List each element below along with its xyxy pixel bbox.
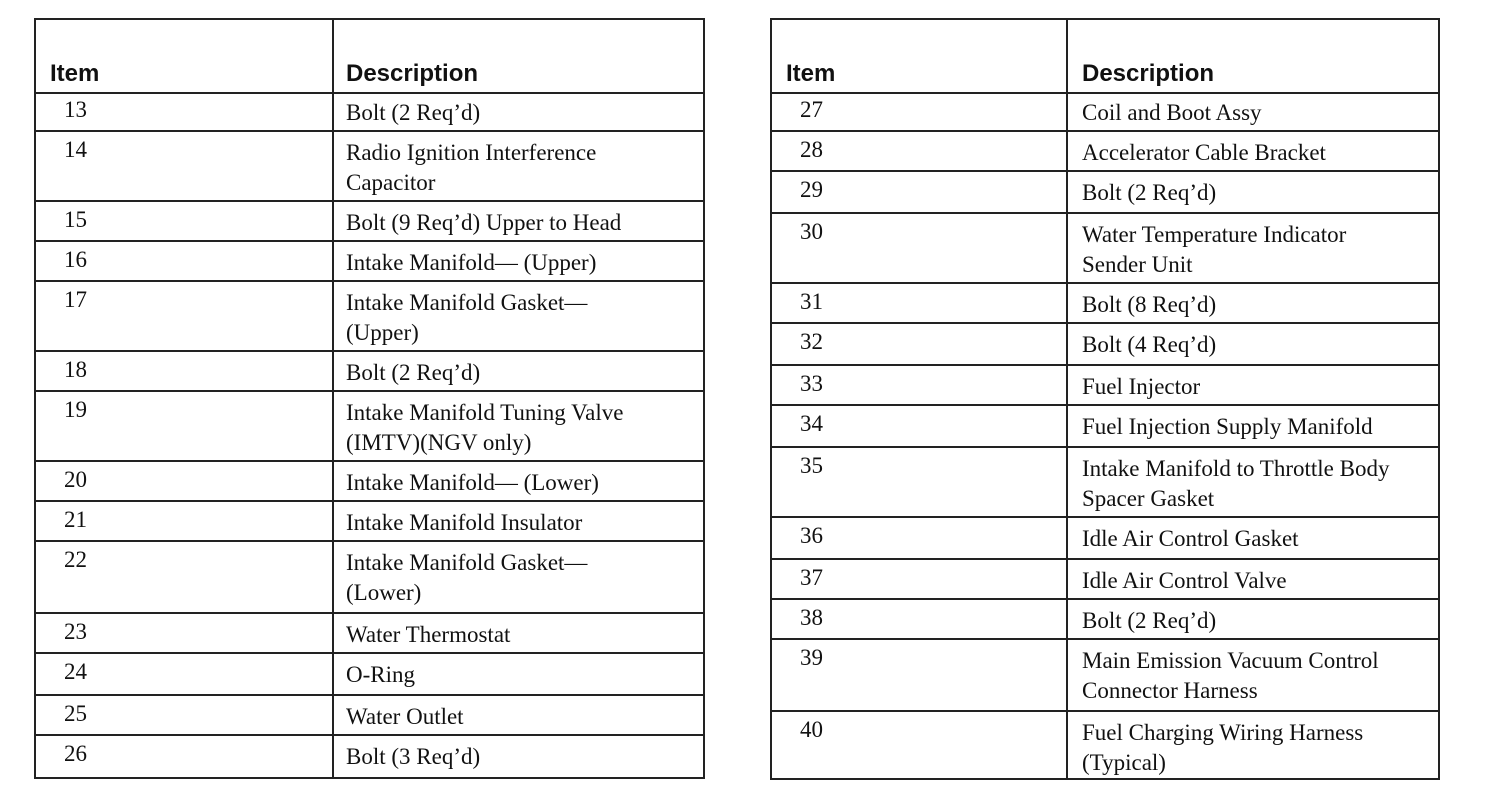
table-row [772, 518, 1438, 560]
item-number: 20 [64, 467, 87, 492]
item-number: 13 [64, 97, 87, 122]
item-description: Radio Ignition Interference Capacitor [346, 140, 597, 195]
table-row [36, 462, 703, 502]
item-description: Idle Air Control Gasket [1082, 526, 1299, 551]
item-number: 19 [64, 397, 87, 422]
item-description: Main Emission Vacuum Control Connector Harness [1082, 648, 1379, 703]
item-number: 36 [800, 523, 823, 548]
table-row [772, 92, 1438, 132]
item-number: 25 [64, 701, 87, 726]
item-number: 34 [800, 411, 823, 436]
table-row [36, 282, 703, 352]
item-number: 35 [800, 453, 823, 478]
item-description: Intake Manifold Gasket—(Lower) [346, 550, 588, 605]
table-row [772, 324, 1438, 366]
item-number: 23 [64, 619, 87, 644]
item-description: Intake Manifold— (Lower) [346, 470, 599, 495]
item-description: Accelerator Cable Bracket [1082, 140, 1326, 165]
item-description: Water Outlet [346, 704, 464, 729]
item-description: Bolt (9 Req’d) Upper to Head [346, 210, 622, 235]
item-number: 37 [800, 565, 823, 590]
table-header [772, 20, 1438, 94]
item-description: Bolt (4 Req’d) [1082, 332, 1217, 357]
item-number: 26 [64, 741, 87, 766]
table-row [36, 132, 703, 202]
item-number: 31 [800, 289, 823, 314]
item-description: Idle Air Control Valve [1082, 568, 1287, 593]
item-number: 29 [800, 177, 823, 202]
table-row [772, 600, 1438, 640]
table-row [772, 406, 1438, 448]
table-row [772, 366, 1438, 406]
item-number: 24 [64, 659, 87, 684]
item-number: 16 [64, 247, 87, 272]
item-number: 33 [800, 371, 823, 396]
table-row [772, 214, 1438, 284]
table-row [772, 284, 1438, 324]
table-row [36, 502, 703, 542]
item-description: Fuel Injection Supply Manifold [1082, 414, 1373, 439]
item-description: Fuel Injector [1082, 374, 1201, 399]
table-row [36, 654, 703, 696]
table-row [36, 614, 703, 654]
table-row [36, 92, 703, 132]
table-row [772, 448, 1438, 518]
item-number: 38 [800, 605, 823, 630]
item-description: Bolt (8 Req’d) [1082, 292, 1217, 317]
item-description: Water Thermostat [346, 622, 511, 647]
item-description: Intake Manifold Gasket—(Upper) [346, 290, 588, 345]
item-number: 15 [64, 207, 87, 232]
item-description: Bolt (2 Req’d) [346, 100, 481, 125]
table-row [36, 736, 703, 777]
item-number: 32 [800, 329, 823, 354]
item-description: O-Ring [346, 662, 415, 687]
item-description: Fuel Charging Wiring Harness (Typical) [1082, 720, 1364, 775]
table-row [36, 352, 703, 392]
header-description: Description [1082, 60, 1215, 87]
table-row [772, 132, 1438, 172]
table-header [36, 20, 703, 94]
item-number: 22 [64, 547, 87, 572]
item-description: Coil and Boot Assy [1082, 100, 1262, 125]
table-row [36, 242, 703, 282]
table-row [36, 202, 703, 242]
item-description: Intake Manifold Tuning Valve (IMTV)(NGV only) [346, 400, 624, 455]
item-number: 14 [64, 137, 87, 162]
parts-table-left [34, 18, 705, 779]
item-number: 39 [800, 645, 823, 670]
table-row [772, 560, 1438, 600]
item-description: Bolt (3 Req’d) [346, 744, 481, 769]
item-number: 28 [800, 137, 823, 162]
parts-table-right [770, 18, 1440, 780]
item-number: 18 [64, 357, 87, 382]
header-item: Item [786, 60, 836, 87]
item-number: 27 [800, 97, 823, 122]
table-row [36, 542, 703, 614]
item-number: 21 [64, 507, 87, 532]
item-description: Bolt (2 Req’d) [346, 360, 481, 385]
item-description: Water Temperature Indicator Sender Unit [1082, 222, 1347, 277]
item-number: 30 [800, 219, 823, 244]
header-description: Description [346, 60, 479, 87]
item-number: 40 [800, 717, 823, 742]
item-description: Intake Manifold Insulator [346, 510, 583, 535]
item-description: Bolt (2 Req’d) [1082, 180, 1217, 205]
table-row [36, 392, 703, 462]
header-item: Item [50, 60, 100, 87]
table-row [772, 640, 1438, 712]
table-row [772, 712, 1438, 778]
item-number: 17 [64, 287, 87, 312]
table-row [772, 172, 1438, 214]
table-row [36, 696, 703, 736]
item-description: Intake Manifold— (Upper) [346, 250, 597, 275]
item-description: Intake Manifold to Throttle Body Spacer Gasket [1082, 456, 1390, 511]
item-description: Bolt (2 Req’d) [1082, 608, 1217, 633]
